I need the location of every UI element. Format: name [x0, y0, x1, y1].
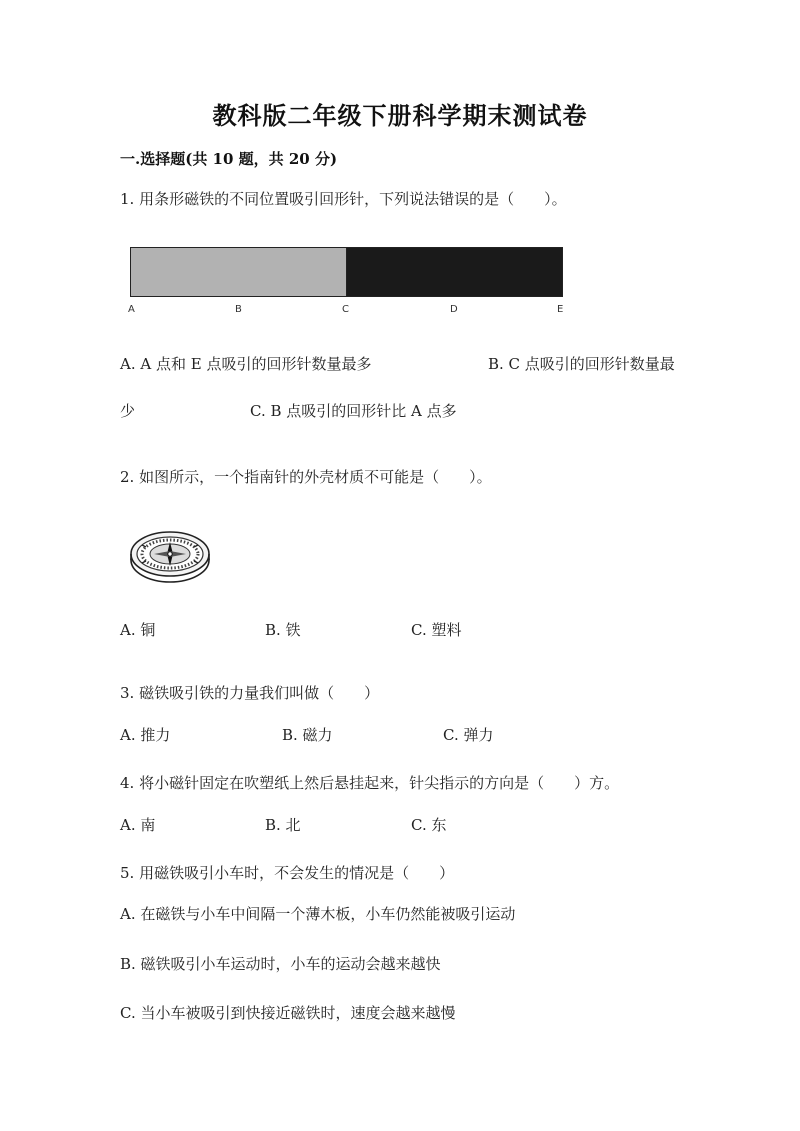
compass-icon: [128, 520, 212, 586]
question-1-option-a: A. A 点和 E 点吸引的回形针数量最多: [120, 355, 372, 373]
magnet-dark-half: [347, 248, 563, 296]
question-3-option-a: A. 推力: [120, 726, 171, 744]
question-5-option-a: A. 在磁铁与小车中间隔一个薄木板，小车仍然能被吸引运动: [120, 905, 516, 923]
magnet-light-half: [131, 248, 347, 296]
question-5-stem: 5. 用磁铁吸引小车时，不会发生的情况是（ ）: [120, 864, 455, 882]
section-heading: 一.选择题(共 10 题，共 20 分): [120, 150, 338, 168]
question-3-option-c: C. 弹力: [443, 726, 494, 744]
question-3-stem: 3. 磁铁吸引铁的力量我们叫做（ ）: [120, 684, 380, 702]
question-1-option-c: C. B 点吸引的回形针比 A 点多: [250, 402, 457, 420]
bar-magnet-diagram: [130, 247, 563, 297]
question-4-option-a: A. 南: [120, 816, 156, 834]
question-1-stem: 1. 用条形磁铁的不同位置吸引回形针，下列说法错误的是（ ）。: [120, 190, 567, 208]
question-2-option-a: A. 铜: [120, 621, 156, 639]
question-1-option-b: B. C 点吸引的回形针数量最: [488, 355, 675, 373]
question-2-option-c: C. 塑料: [411, 621, 462, 639]
question-1-option-b-continued: 少: [120, 402, 136, 420]
question-2-option-b: B. 铁: [265, 621, 301, 639]
point-label-b: B: [235, 304, 242, 315]
question-3-option-b: B. 磁力: [282, 726, 333, 744]
question-5-option-b: B. 磁铁吸引小车运动时，小车的运动会越来越快: [120, 955, 441, 973]
page-title: 教科版二年级下册科学期末测试卷: [212, 101, 588, 130]
question-5-option-c: C. 当小车被吸引到快接近磁铁时，速度会越来越慢: [120, 1004, 456, 1022]
point-label-a: A: [128, 304, 135, 315]
point-label-e: E: [557, 304, 564, 315]
question-2-stem: 2. 如图所示，一个指南针的外壳材质不可能是（ ）。: [120, 468, 492, 486]
question-4-option-c: C. 东: [411, 816, 447, 834]
point-label-c: C: [342, 304, 349, 315]
question-4-option-b: B. 北: [265, 816, 301, 834]
point-label-d: D: [450, 304, 458, 315]
question-4-stem: 4. 将小磁针固定在吹塑纸上然后悬挂起来，针尖指示的方向是（ ）方。: [120, 774, 620, 792]
